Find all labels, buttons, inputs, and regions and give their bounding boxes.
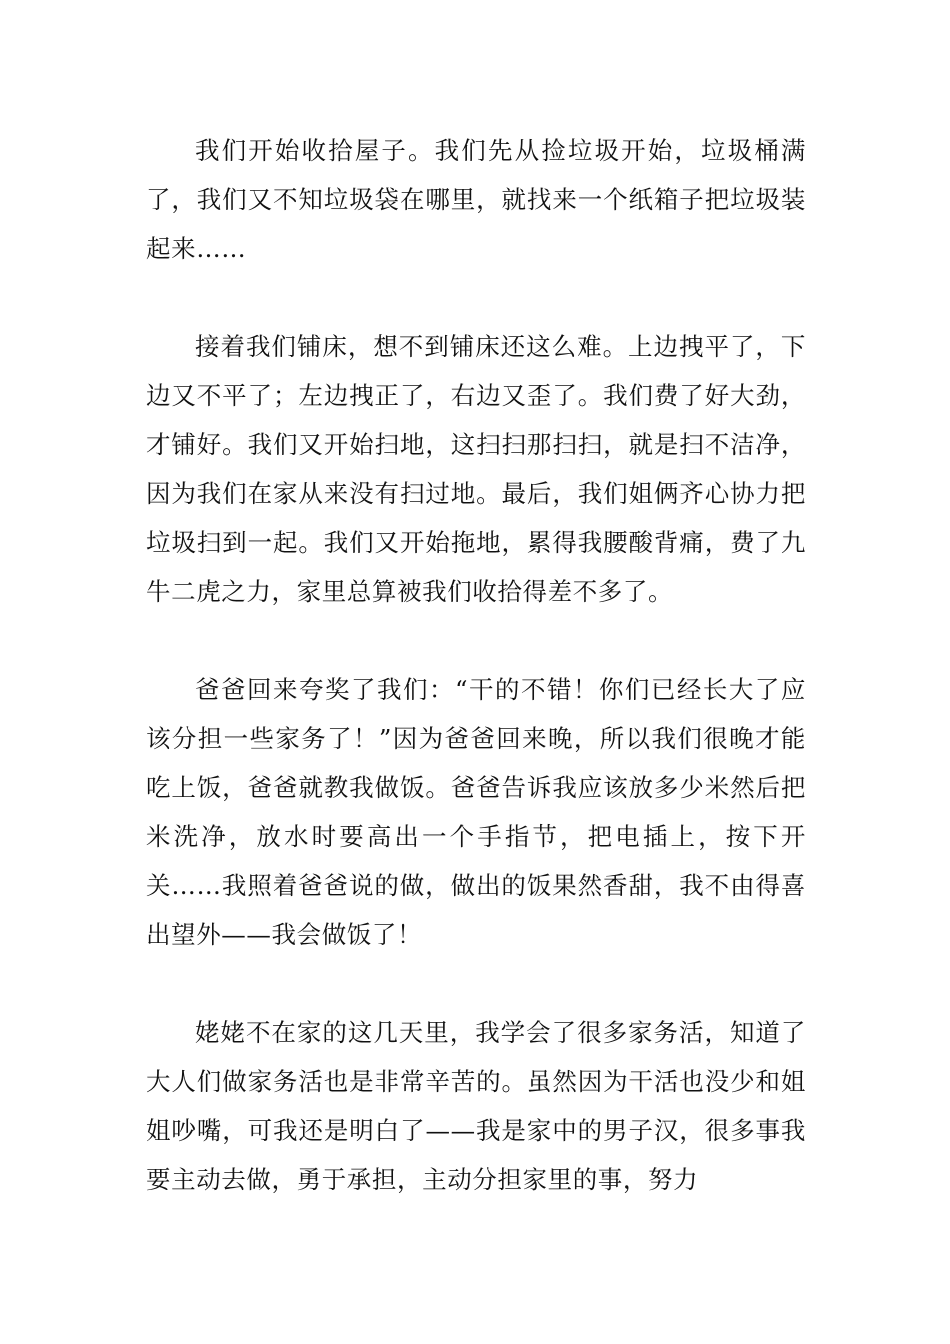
- paragraph-gap: [146, 959, 806, 1008]
- paragraph-making-bed: 接着我们铺床，想不到铺床还这么难。上边拽平了，下边又不平了；左边拽正了，右边又歪了。我们费了好大劲，才铺好。我们又开始扫地，这扫扫那扫扫，就是扫不洁净，因为我们在家从来没有扫过地。最后，我们姐俩齐心协力把垃圾扫到一起。我们又开始拖地，累得我腰酸背痛，费了九牛二虎之力，家里总算被我们收拾得差不多了。: [146, 332, 806, 606]
- paragraph-reflection: 姥姥不在家的这几天里，我学会了很多家务活，知道了大人们做家务活也是非常辛苦的。虽然因为干活也没少和姐姐吵嘴，可我还是明白了——我是家中的男子汉，很多事我要主动去做，勇于承担，主动分担家里的事，努力: [146, 1018, 806, 1194]
- paragraph-tidying-room: 我们开始收拾屋子。我们先从捡垃圾开始，垃圾桶满了，我们又不知垃圾袋在哪里，就找来一个纸箱子把垃圾装起来……: [146, 136, 806, 263]
- paragraph-gap: [146, 273, 806, 322]
- document-page: [146, 126, 806, 1204]
- paragraph-gap: [146, 616, 806, 665]
- paragraph-cooking-rice: 爸爸回来夸奖了我们：“干的不错！你们已经长大了应该分担一些家务了！”因为爸爸回来晚，所以我们很晚才能吃上饭，爸爸就教我做饭。爸爸告诉我应该放多少米然后把米洗净，放水时要高出一个手指节，把电插上，按下开关……我照着爸爸说的做，做出的饭果然香甜，我不由得喜出望外——我会做饭了！: [146, 675, 806, 949]
